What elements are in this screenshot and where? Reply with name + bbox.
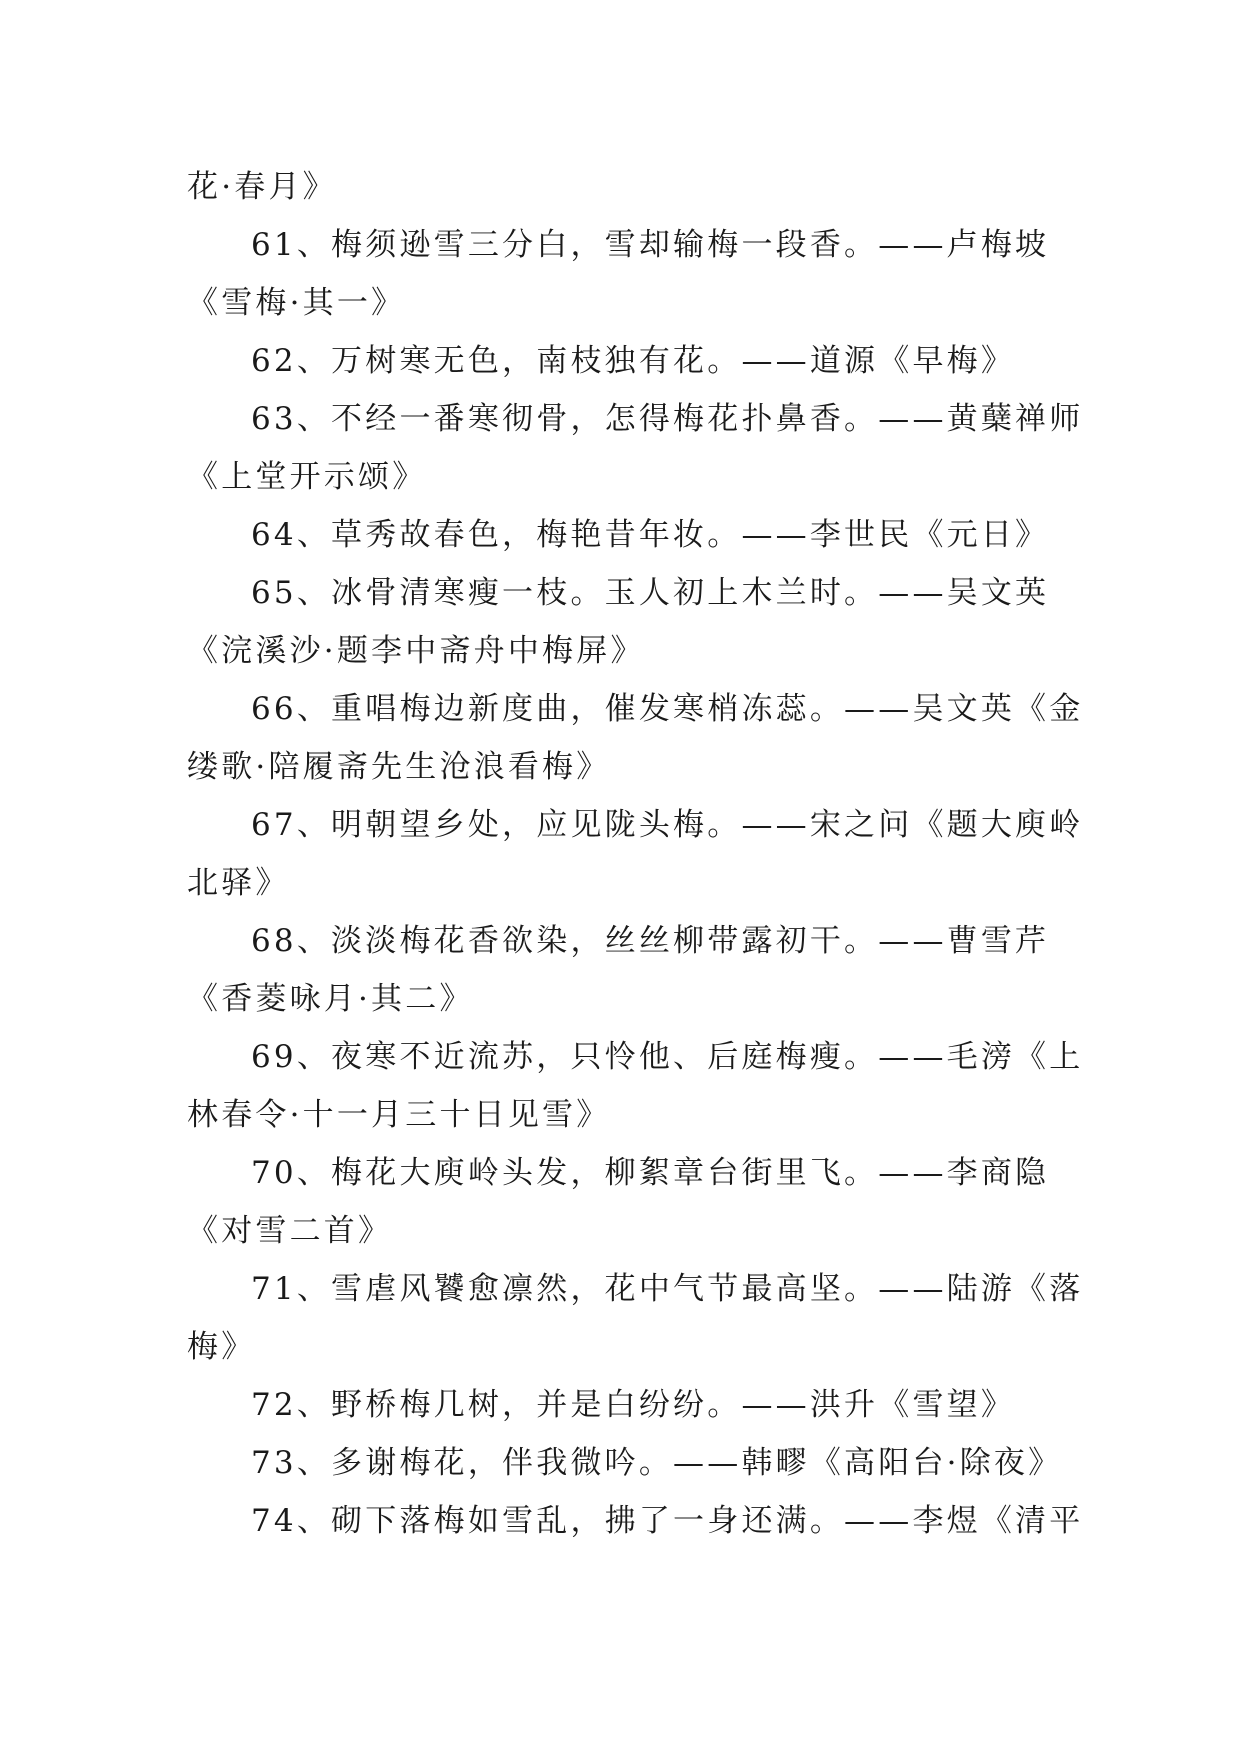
text-line: 65、冰骨清寒瘦一枝。玉人初上木兰时。——吴文英	[251, 575, 1050, 611]
text-line: 73、多谢梅花，伴我微吟。——韩疁《高阳台·除夜》	[251, 1445, 1063, 1481]
text-line: 林春令·十一月三十日见雪》	[187, 1097, 611, 1133]
text-line: 72、野桥梅几树，并是白纷纷。——洪升《雪望》	[251, 1387, 1016, 1423]
text-line: 66、重唱梅边新度曲，催发寒梢冻蕊。——吴文英《金	[251, 691, 1084, 727]
text-line: 74、砌下落梅如雪乱，拂了一身还满。——李煜《清平	[251, 1503, 1084, 1539]
text-line: 67、明朝望乡处，应见陇头梅。——宋之问《题大庾岭	[251, 807, 1084, 843]
text-line: 62、万树寒无色，南枝独有花。——道源《早梅》	[251, 343, 1016, 379]
text-line: 《上堂开示颂》	[187, 459, 427, 495]
poem-text-block	[187, 158, 1084, 1550]
text-line: 64、草秀故春色，梅艳昔年妆。——李世民《元日》	[251, 517, 1050, 553]
text-line: 《雪梅·其一》	[187, 285, 406, 321]
text-line: 《香菱咏月·其二》	[187, 981, 474, 1017]
text-line: 北驿》	[187, 865, 290, 901]
text-line: 梅》	[187, 1329, 256, 1365]
text-line: 69、夜寒不近流苏，只怜他、后庭梅瘦。——毛滂《上	[251, 1039, 1084, 1075]
text-line: 《浣溪沙·题李中斋舟中梅屏》	[187, 633, 645, 669]
text-line: 68、淡淡梅花香欲染，丝丝柳带露初干。——曹雪芹	[251, 923, 1050, 959]
text-line: 缕歌·陪履斋先生沧浪看梅》	[187, 749, 611, 785]
text-line: 71、雪虐风饕愈凛然，花中气节最高坚。——陆游《落	[251, 1271, 1084, 1307]
text-line: 花·春月》	[187, 169, 337, 205]
text-line: 61、梅须逊雪三分白，雪却输梅一段香。——卢梅坡	[251, 227, 1050, 263]
text-line: 70、梅花大庾岭头发，柳絮章台街里飞。——李商隐	[251, 1155, 1050, 1191]
text-line: 《对雪二首》	[187, 1213, 393, 1249]
text-line: 63、不经一番寒彻骨，怎得梅花扑鼻香。——黄蘖禅师	[251, 401, 1084, 437]
